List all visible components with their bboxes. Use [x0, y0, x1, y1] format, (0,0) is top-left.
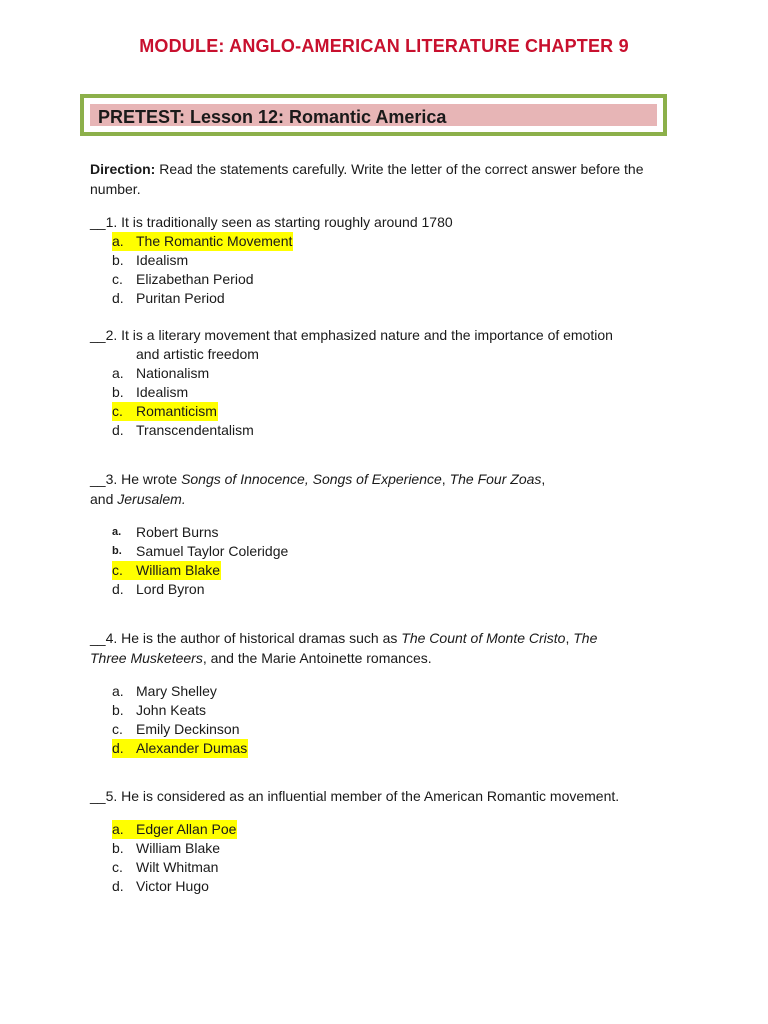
option-1d: d. Puritan Period	[112, 290, 225, 306]
option-1b: b. Idealism	[112, 252, 189, 268]
option-3d: d. Lord Byron	[112, 581, 205, 597]
option-3a: a. Robert Burns	[112, 524, 219, 540]
option-2d: d. Transcendentalism	[112, 422, 254, 438]
direction-text: Read the statements carefully. Write the letter of the correct answer before the number.	[90, 161, 644, 197]
highlight-mark: c. Romanticism	[112, 403, 217, 419]
question-5-options	[112, 820, 237, 896]
question-4-options	[112, 682, 248, 758]
pretest-box	[80, 94, 667, 136]
direction-paragraph	[90, 159, 680, 199]
question-1-stem: __1. It is traditionally seen as starting roughly around 1780	[90, 214, 453, 230]
question-1-options	[112, 232, 293, 308]
option-4c: c. Emily Deckinson	[112, 721, 240, 737]
pretest-title: PRETEST: Lesson 12: Romantic America	[98, 107, 447, 127]
question-5-stem: __5. He is considered as an influential member of the American Romantic movement.	[90, 788, 620, 804]
option-2c	[112, 402, 254, 421]
option-3b: b. Samuel Taylor Coleridge	[112, 543, 289, 559]
option-4a: a. Mary Shelley	[112, 683, 217, 699]
highlight-mark: a. Edger Allan Poe	[112, 821, 237, 837]
question-4-stem: __4. He is the author of historical dramas such as The Count of Monte Cristo, The Three Musketeers, and the Marie Antoinette romances.	[90, 630, 598, 666]
option-5b: b. William Blake	[112, 840, 221, 856]
option-5d: d. Victor Hugo	[112, 878, 209, 894]
option-3c	[112, 561, 288, 580]
option-2b: b. Idealism	[112, 384, 189, 400]
pretest-band	[90, 104, 657, 126]
highlight-mark: d. Alexander Dumas	[112, 740, 248, 756]
highlight-mark: c. William Blake	[112, 562, 221, 578]
option-4b: b. John Keats	[112, 702, 207, 718]
option-5c: c. Wilt Whitman	[112, 859, 219, 875]
option-2a: a. Nationalism	[112, 365, 210, 381]
option-5a	[112, 820, 237, 839]
question-2-options	[112, 364, 254, 440]
option-1a	[112, 232, 293, 251]
highlight-mark: a. The Romantic Movement	[112, 233, 293, 249]
question-2-stem: __2. It is a literary movement that emphasized nature and the importance of emotion and artistic freedom	[90, 327, 613, 362]
question-3-stem: __3. He wrote Songs of Innocence, Songs of Experience, The Four Zoas, and Jerusalem.	[90, 471, 546, 507]
option-4d	[112, 739, 248, 758]
question-3-options	[112, 523, 288, 599]
direction-label: Direction:	[90, 161, 156, 177]
option-1c: c. Elizabethan Period	[112, 271, 254, 287]
module-title: MODULE: ANGLO-AMERICAN LITERATURE CHAPTER 9	[139, 36, 629, 56]
